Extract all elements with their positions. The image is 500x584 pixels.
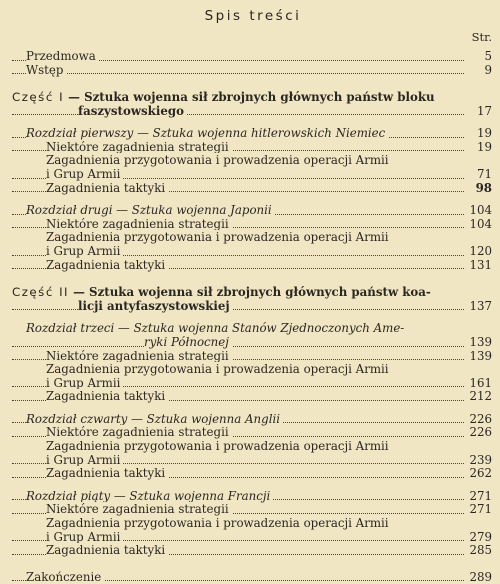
toc-entry-wstep: Wstęp 9	[12, 64, 494, 78]
toc-chapter-4: Rozdział czwarty — Sztuka wojenna Anglii 226	[12, 413, 494, 427]
toc-entry-r1-operations: Zagadnienia przygotowania i prowadzenia operacji Armii	[12, 154, 494, 168]
toc-entry-r2-tactics: Zagadnienia taktyki 131	[12, 259, 494, 273]
toc-chapter-1: Rozdział pierwszy — Sztuka wojenna hitlerowskich Niemiec 19	[12, 127, 494, 141]
toc-entry-r4-tactics: Zagadnienia taktyki 262	[12, 467, 494, 481]
toc-entry-r5-strategy: Niektóre zagadnienia strategii 271	[12, 503, 494, 517]
toc-entry-r2-strategy: Niektóre zagadnienia strategii 104	[12, 218, 494, 232]
toc-entry-r3-strategy: Niektóre zagadnienia strategii 139	[12, 350, 494, 364]
toc-entry-przedmowa: Przedmowa 5	[12, 50, 494, 64]
toc-chapter-5: Rozdział piąty — Sztuka wojenna Francji 271	[12, 490, 494, 504]
toc-chapter-2: Rozdział drugi — Sztuka wojenna Japonii 104	[12, 204, 494, 218]
toc-entry-zakonczenie: Zakończenie 289	[12, 571, 494, 584]
part-1-title-line1: Sztuka wojenna sił zbrojnych głównych państw bloku	[84, 90, 435, 105]
part-2-title-line1: Sztuka wojenna sił zbrojnych głównych państw koa-	[89, 285, 431, 300]
toc-part-1: Część I — Sztuka wojenna sił zbrojnych głównych państw bloku faszystowskiego 17	[12, 90, 492, 118]
toc-page: Spis treści Str. Przedmowa 5 Wstęp 9 Część I — Sztuka wojenna sił zbrojnych głównych państw bloku faszystowskiego 17 Rozdział pierwszy — Sztuka wojenna hitlerowskich Niemiec 19 Niektóre zagadnienia strategii 19 Zagadnienia przygotowania i prowadzenia operacji Armii i Grup Armii 71 Zagadnienia taktyki 98 Rozdział drugi — Sztuka wojenna Japonii 104 Niektóre zagadnienia strategii 104 Zagadnienia przygotowania i prowadzenia operacji Armii i Grup Armii 120 Zagadnienia taktyki 131 Część II — Sztuka wojenna sił zbrojnych głównych państw koa- licji antyfaszystowskiej 137 Rozdział trzeci — Sztuka wojenna Stanów Zjednoczonych Ame- ryki Północnej 139 Niektóre zagadnienia strategii 139 Zagadnienia przygotowania i prowadzenia operacji Armii i Grup Armii 161 Zagadnienia taktyki 212 Rozdział czwarty — Sztuka wojenna Anglii 226 Niektóre zagadnienia strategii 226 Zagadnienia przygotowania i prowadzenia operacji Armii i Grup Armii 239 Zagadnienia taktyki 262 Rozdział piąty — Sztuka wojenna Francji 271 Niektóre zagadnienia strategii 271 Zagadnienia przygotowania i prowadzenia operacji Armii i Grup Armii 279 Zagadnienia taktyki 285 Zakończenie 289	[12, 8, 492, 584]
toc-part-2: Część II — Sztuka wojenna sił zbrojnych głównych państw koa- licji antyfaszystowskiej 137	[12, 285, 492, 313]
toc-entry-r5-operations: Zagadnienia przygotowania i prowadzenia operacji Armii	[12, 517, 494, 531]
part-2-title-line2: licji antyfaszystowskiej	[78, 299, 233, 313]
part-1-title-line2: faszystowskiego	[78, 104, 187, 118]
toc-entry-r4-operations: Zagadnienia przygotowania i prowadzenia operacji Armii	[12, 440, 494, 454]
toc-entry-r4-strategy: Niektóre zagadnienia strategii 226	[12, 426, 494, 440]
toc-entry-r5-tactics: Zagadnienia taktyki 285	[12, 544, 494, 558]
toc-entry-r2-operations: Zagadnienia przygotowania i prowadzenia operacji Armii	[12, 231, 494, 245]
toc-chapter-3: Rozdział trzeci — Sztuka wojenna Stanów Zjednoczonych Ame-	[12, 322, 494, 336]
page-column-label: Str.	[471, 30, 492, 44]
toc-entry-r3-operations: Zagadnienia przygotowania i prowadzenia operacji Armii	[12, 363, 494, 377]
toc-entry-r3-tactics: Zagadnienia taktyki 212	[12, 390, 494, 404]
page-title: Spis treści	[204, 8, 302, 24]
toc-entry-r1-tactics: Zagadnienia taktyki 98	[12, 182, 494, 196]
toc-entry-r1-strategy: Niektóre zagadnienia strategii 19	[12, 141, 494, 155]
